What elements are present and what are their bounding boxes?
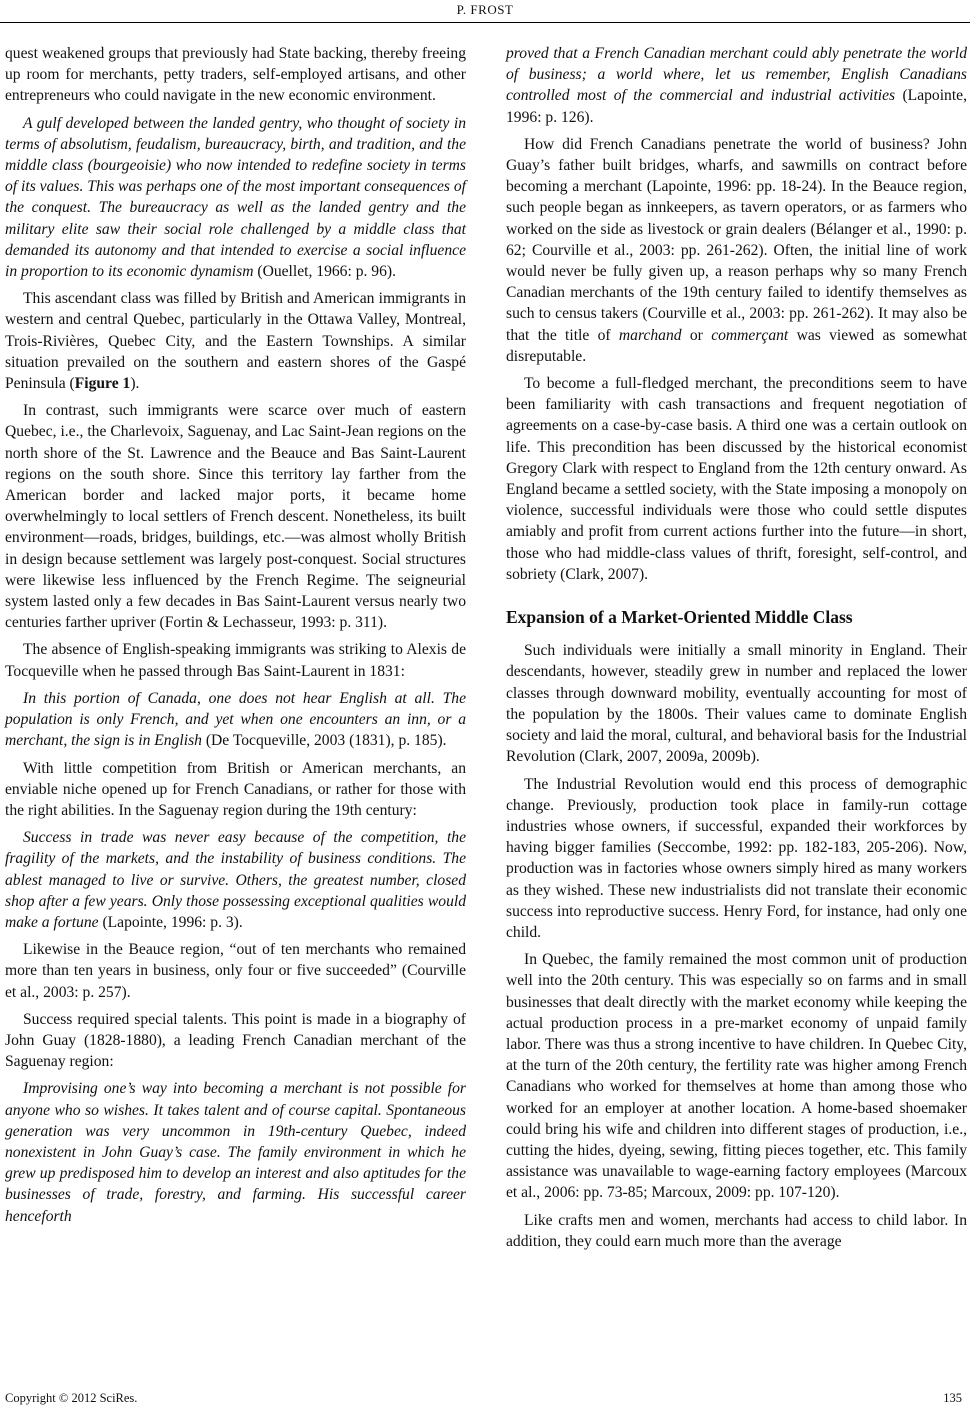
paragraph: The absence of English-speaking immigrants was striking to Alexis de Tocqueville when he passed through Bas Saint-Laurent in 1831:	[5, 641, 466, 680]
paragraph	[506, 134, 967, 367]
section-heading: Expansion of a Market-Oriented Middle Class	[506, 607, 853, 628]
paragraph: Such individuals were initially a small minority in England. Their descendants, however, steadily grew in number and replaced the lower classes through downward mobility, eventually accounting for most of the population by the 1800s. Their values came to dominate English society and laid the moral, cultural, and behavioral basis for the Industrial Revolution (Clark, 2007, 2009a, 2009b).	[506, 642, 967, 766]
citation: (Ouellet, 1966: p. 96).	[253, 263, 396, 281]
paragraph-text: ).	[130, 375, 140, 393]
left-column	[5, 43, 466, 1233]
block-quote	[5, 688, 466, 752]
block-quote	[5, 113, 466, 283]
quote-text: proved that a French Canadian merchant could ably penetrate the world of business; a world where, let us remember, English Canadians controlled most of the commercial and industrial activities	[506, 45, 967, 105]
quote-text: A gulf developed between the landed gentry, who thought of society in terms of absolutism, feudalism, bureaucracy, birth, and tradition, and the middle class (bourgeoisie) who now intended to redefine society in terms of its values. This was perhaps one of the most important consequences of the conquest. The bureaucracy as well as the landed gentry and the military elite saw their social role challenged by a middle class that demanded its autonomy and that intended to exercise a social influence in proportion to its economic dynamism	[5, 114, 467, 281]
citation: (Lapointe, 1996: p. 3).	[98, 913, 243, 931]
paragraph: Success required special talents. This point is made in a biography of John Guay (1828-1880), a leading French Canadian merchant of the Saguenay region:	[5, 1010, 466, 1071]
paragraph: In contrast, such immigrants were scarce over much of eastern Quebec, i.e., the Charlevoix, Saguenay, and Lac Saint-Jean regions on the north shore of the St. Lawrence and the Beauce and Bas Saint-Laurent regions on the south shore. Since this territory lay farther from the American border and lacked major ports, it became home overwhelmingly to local settlers of French descent. Nonetheless, its built environment—roads, bridges, buildings, etc.—was almost wholly British in design because settlement was largely post-conquest. Social structures were likewise less influenced by the French Regime. The seigneurial system lasted only a few decades in Bas Saint-Laurent versus nearly two centuries farther upriver (Fortin & Lechasseur, 1993: p. 311).	[5, 402, 466, 632]
right-column	[506, 43, 967, 1258]
quote-text: In this portion of Canada, one does not hear English at all. The population is only French, and yet when one encounters an inn, or a merchant, the sign is in English	[5, 689, 466, 750]
emphasis: marchand	[618, 326, 682, 344]
running-head: P. FROST	[456, 2, 514, 17]
paragraph-text: was viewed as somewhat disreputable.	[506, 326, 967, 365]
block-quote	[5, 827, 466, 933]
paragraph: quest weakened groups that previously had State backing, thereby freeing up room for merchants, petty traders, self-employed artisans, and other entrepreneurs who could navigate in the new economic environment.	[5, 45, 466, 105]
paragraph-text: How did French Canadians penetrate the world of business? John Guay’s father built bridges, wharfs, and sawmills on contract before becoming a merchant (Lapointe, 1996: pp. 18-24). In the Beauce region, such people began as innkeepers, as tavern operators, or as farmers who worked on the side as livestock or grain dealers (Bélanger et al., 1990: p. 62; Courville et al., 2003: pp. 261-262). Often, the initial line of work would never be fully given up, a reason perhaps why so many French Canadian merchants of the 19th century failed to identify themselves as such to census takers (Courville et al., 2003: pp. 261-262). It may also be that the title of	[506, 135, 967, 344]
paragraph-text: This ascendant class was filled by British and American immigrants in western and central Quebec, particularly in the Ottawa Valley, Montreal, Trois-Rivières, Quebec City, and the Eastern Townships. A similar situation prevailed on the southern and eastern shores of the Gaspé Peninsula (	[5, 290, 466, 393]
block-quote: Improvising one’s way into becoming a merchant is not possible for anyone who so wishes. It takes talent and of course capital. Spontaneous generation was very uncommon in 19th-century Quebec, indeed nonexistent in John Guay’s case. The family environment in which he grew up predisposed him to develop an interest and also aptitudes for the businesses of trade, forestry, and farming. His successful career henceforth	[5, 1080, 466, 1225]
header-rule	[0, 22, 970, 23]
paragraph: Likewise in the Beauce region, “out of ten merchants who remained more than ten years in business, only four or five succeeded” (Courville et al., 2003: p. 257).	[5, 941, 466, 1001]
paragraph: With little competition from British or American merchants, an enviable niche opened up for French Canadians, or rather for those with the right abilities. In the Saguenay region during the 19th century:	[5, 759, 466, 819]
paragraph-text: or	[681, 326, 712, 344]
quote-text: Success in trade was never easy because of the competition, the fragility of the markets, and the instability of business conditions. The ablest managed to live or survive. Others, the greatest number, closed shop after a few years. Only those possessing exceptional qualities would make a fortune	[5, 829, 466, 931]
paragraph: Like crafts men and women, merchants had access to child labor. In addition, they could earn much more than the average	[506, 1211, 967, 1250]
page-number: 135	[943, 1391, 962, 1405]
block-quote	[506, 43, 967, 128]
figure-reference[interactable]: Figure 1	[74, 375, 131, 393]
citation: (De Tocqueville, 2003 (1831), p. 185).	[201, 732, 447, 750]
footer-copyright: Copyright © 2012 SciRes.	[5, 1391, 138, 1405]
paragraph: To become a full-fledged merchant, the preconditions seem to have been familiarity with cash transactions and frequent negotiation of agreements on a case-by-case basis. A third one was a certain outlook on life. This precondition has been discussed by the historical economist Gregory Clark with respect to England from the 12th century onward. As England became a settled society, with the State imposing a monopoly on violence, successful individuals were those who could settle disputes amiably and profit from current actions further into the future—in short, those who had middle-class values of thrift, foresight, self-control, and sobriety (Clark, 2007).	[506, 375, 967, 583]
emphasis: commerçant	[711, 326, 789, 344]
paragraph: In Quebec, the family remained the most common unit of production well into the 20th century. This was especially so on farms and in small businesses that dealt directly with the market economy while keeping the actual production process in a pre-market economy of unpaid family labor. There was thus a strong incentive to have children. In Quebec City, at the turn of the 20th century, the fertility rate was higher among French Canadians who worked for themselves at home than among those who worked for an employer at another location. A home-based shoemaker could bring his wife and children into different stages of production, i.e., cutting the hides, dyeing, sewing, fitting pieces together, etc. This family assistance was unavailable to wage-earning factory employees (Marcoux et al., 2006: pp. 73-85; Marcoux, 2009: pp. 107-120).	[506, 951, 967, 1202]
citation: (Lapointe, 1996: p. 126).	[506, 87, 967, 126]
paragraph: The Industrial Revolution would end this process of demographic change. Previously, production took place in family-run cottage industries whose owners, if successful, expanded their workforces by having bigger families (Seccombe, 1992: pp. 182-183, 205-206). Now, production was in factories whose owners simply hired as many workers as they wished. These new industrialists did not translate their economic success into reproductive success. Henry Ford, for instance, had only one child.	[506, 775, 967, 941]
paragraph	[5, 288, 466, 394]
